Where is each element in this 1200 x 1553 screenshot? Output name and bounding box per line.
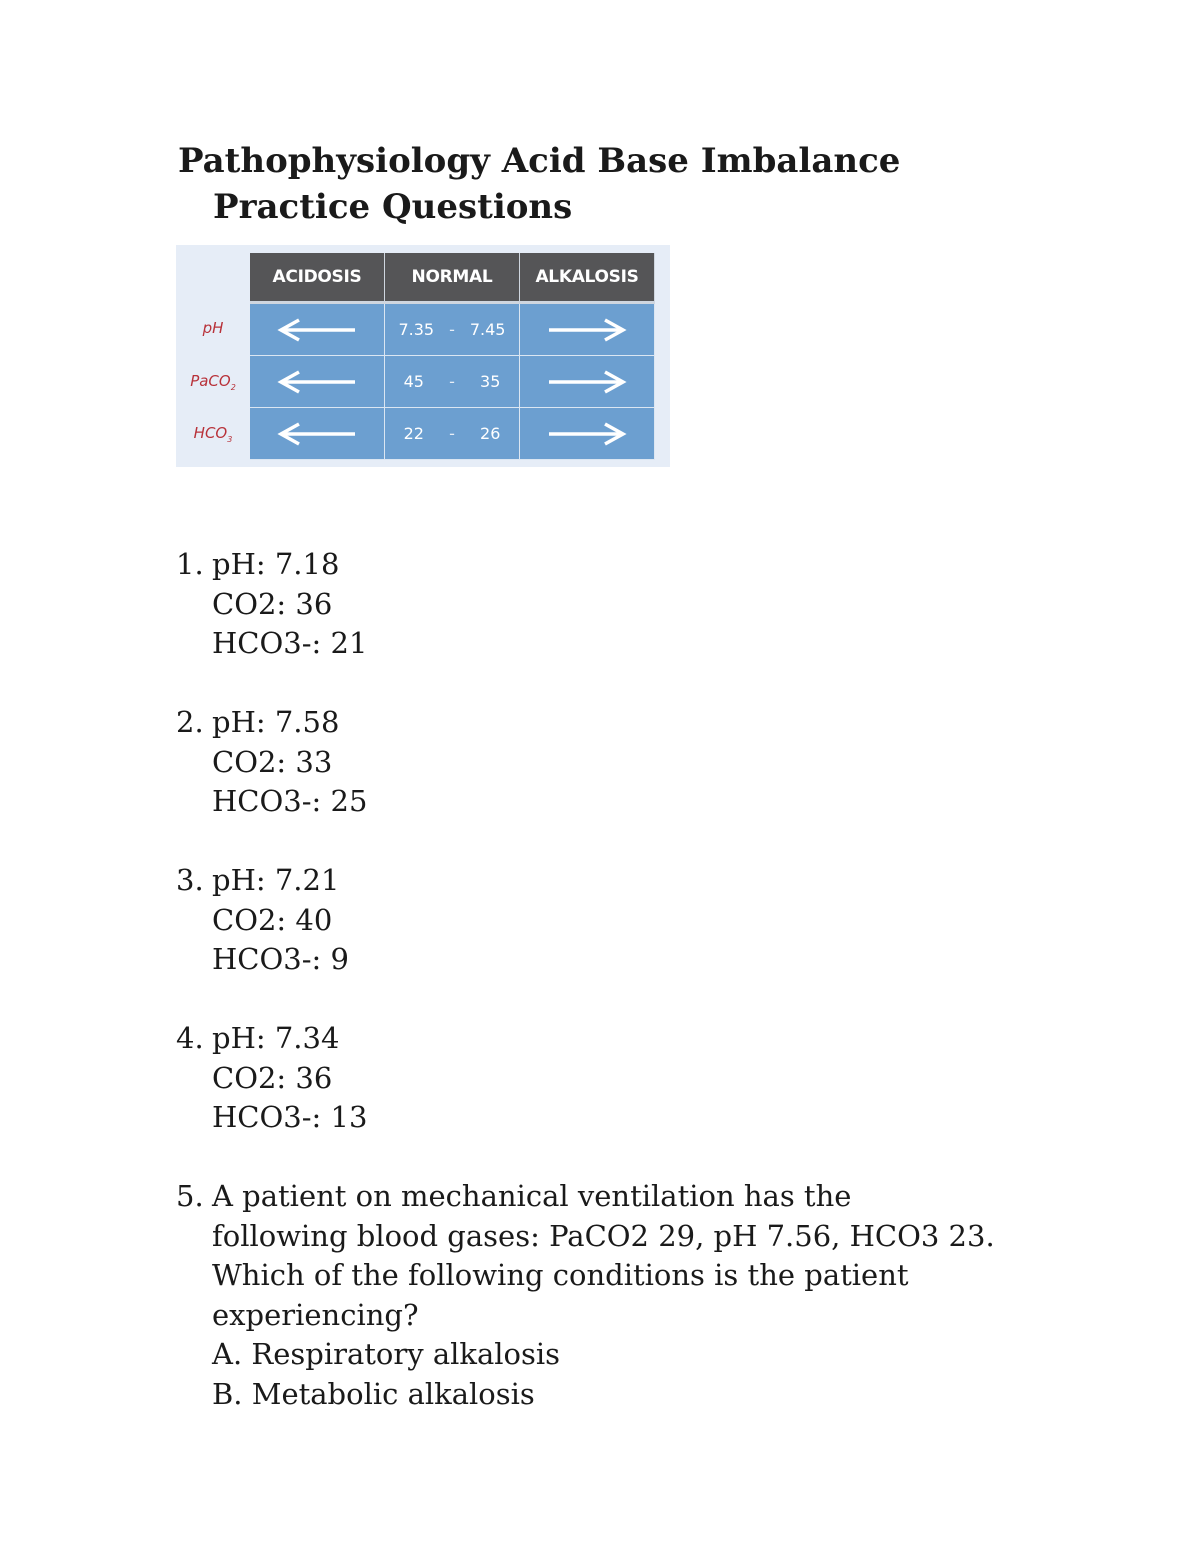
left-arrow-icon (277, 318, 357, 342)
table-row-ph (176, 303, 655, 356)
normal-cell-hco3 (385, 408, 520, 460)
acidosis-cell-paco2 (250, 356, 385, 408)
header-acidosis: ACIDOSIS (250, 253, 385, 303)
question-line: HCO3-: 9 (212, 942, 349, 976)
normal-high-ph: 7.45 (469, 320, 506, 339)
normal-low-paco2: 45 (403, 372, 424, 391)
question-line: CO2: 36 (212, 586, 333, 621)
table-row-hco3 (176, 408, 655, 460)
title-line-1: Pathophysiology Acid Base Imbalance (178, 141, 901, 181)
question-line: CO2: 36 (212, 1060, 333, 1095)
right-arrow-icon (547, 422, 627, 446)
question-line: following blood gases: PaCO2 29, pH 7.56, HCO3 23. (212, 1218, 995, 1253)
range-separator: - (449, 424, 455, 443)
question-number: 4. (176, 1021, 204, 1055)
normal-low-ph: 7.35 (398, 320, 435, 339)
question-line: HCO3-: 21 (212, 626, 368, 660)
range-separator: - (449, 320, 455, 339)
question-list (176, 545, 1096, 1454)
document-title (178, 138, 1078, 230)
question-number: 2. (176, 705, 204, 739)
answer-option-a: A. Respiratory alkalosis (212, 1337, 561, 1371)
question-number: 5. (176, 1179, 204, 1213)
left-arrow-icon (277, 422, 357, 446)
question-line: experiencing? (212, 1297, 419, 1332)
question-number: 3. (176, 863, 204, 897)
header-alkalosis: ALKALOSIS (520, 253, 655, 303)
question-1 (176, 545, 1096, 664)
answer-option-b: B. Metabolic alkalosis (212, 1376, 535, 1411)
table-row-paco2 (176, 356, 655, 408)
normal-cell-ph (385, 303, 520, 356)
alkalosis-cell-paco2 (520, 356, 655, 408)
right-arrow-icon (547, 318, 627, 342)
normal-high-paco2: 35 (480, 372, 501, 391)
acidosis-cell-ph (250, 303, 385, 356)
acid-base-reference-table (176, 245, 670, 467)
question-line: pH: 7.21 (212, 863, 340, 897)
title-line-2: Practice Questions (213, 187, 573, 227)
row-label-ph: pH (202, 319, 224, 337)
header-blank-cell (176, 253, 250, 303)
normal-high-hco3: 26 (480, 424, 501, 443)
alkalosis-cell-ph (520, 303, 655, 356)
question-4 (176, 1019, 1096, 1138)
question-line: pH: 7.58 (212, 705, 340, 739)
acidosis-cell-hco3 (250, 408, 385, 460)
question-number: 1. (176, 547, 204, 581)
left-arrow-icon (277, 370, 357, 394)
range-separator: - (449, 372, 455, 391)
question-3 (176, 861, 1096, 980)
question-2 (176, 703, 1096, 822)
question-line: pH: 7.34 (212, 1021, 340, 1055)
question-line: HCO3-: 13 (212, 1100, 368, 1134)
question-5 (176, 1177, 1096, 1414)
row-label-paco2: PaCO$_2$ (190, 371, 236, 392)
reference-table-grid (176, 253, 655, 460)
question-line: Which of the following conditions is the patient (212, 1258, 909, 1292)
row-label-hco3: $HCO_3$ (193, 423, 233, 444)
normal-low-hco3: 22 (403, 424, 424, 443)
alkalosis-cell-hco3 (520, 408, 655, 460)
question-line: HCO3-: 25 (212, 784, 368, 818)
table-header-row (176, 253, 655, 303)
header-normal: NORMAL (385, 253, 520, 303)
question-line: pH: 7.18 (212, 547, 340, 581)
question-line: CO2: 33 (212, 744, 333, 779)
question-line: A patient on mechanical ventilation has the (212, 1179, 852, 1213)
right-arrow-icon (547, 370, 627, 394)
normal-cell-paco2 (385, 356, 520, 408)
question-line: CO2: 40 (212, 902, 333, 937)
